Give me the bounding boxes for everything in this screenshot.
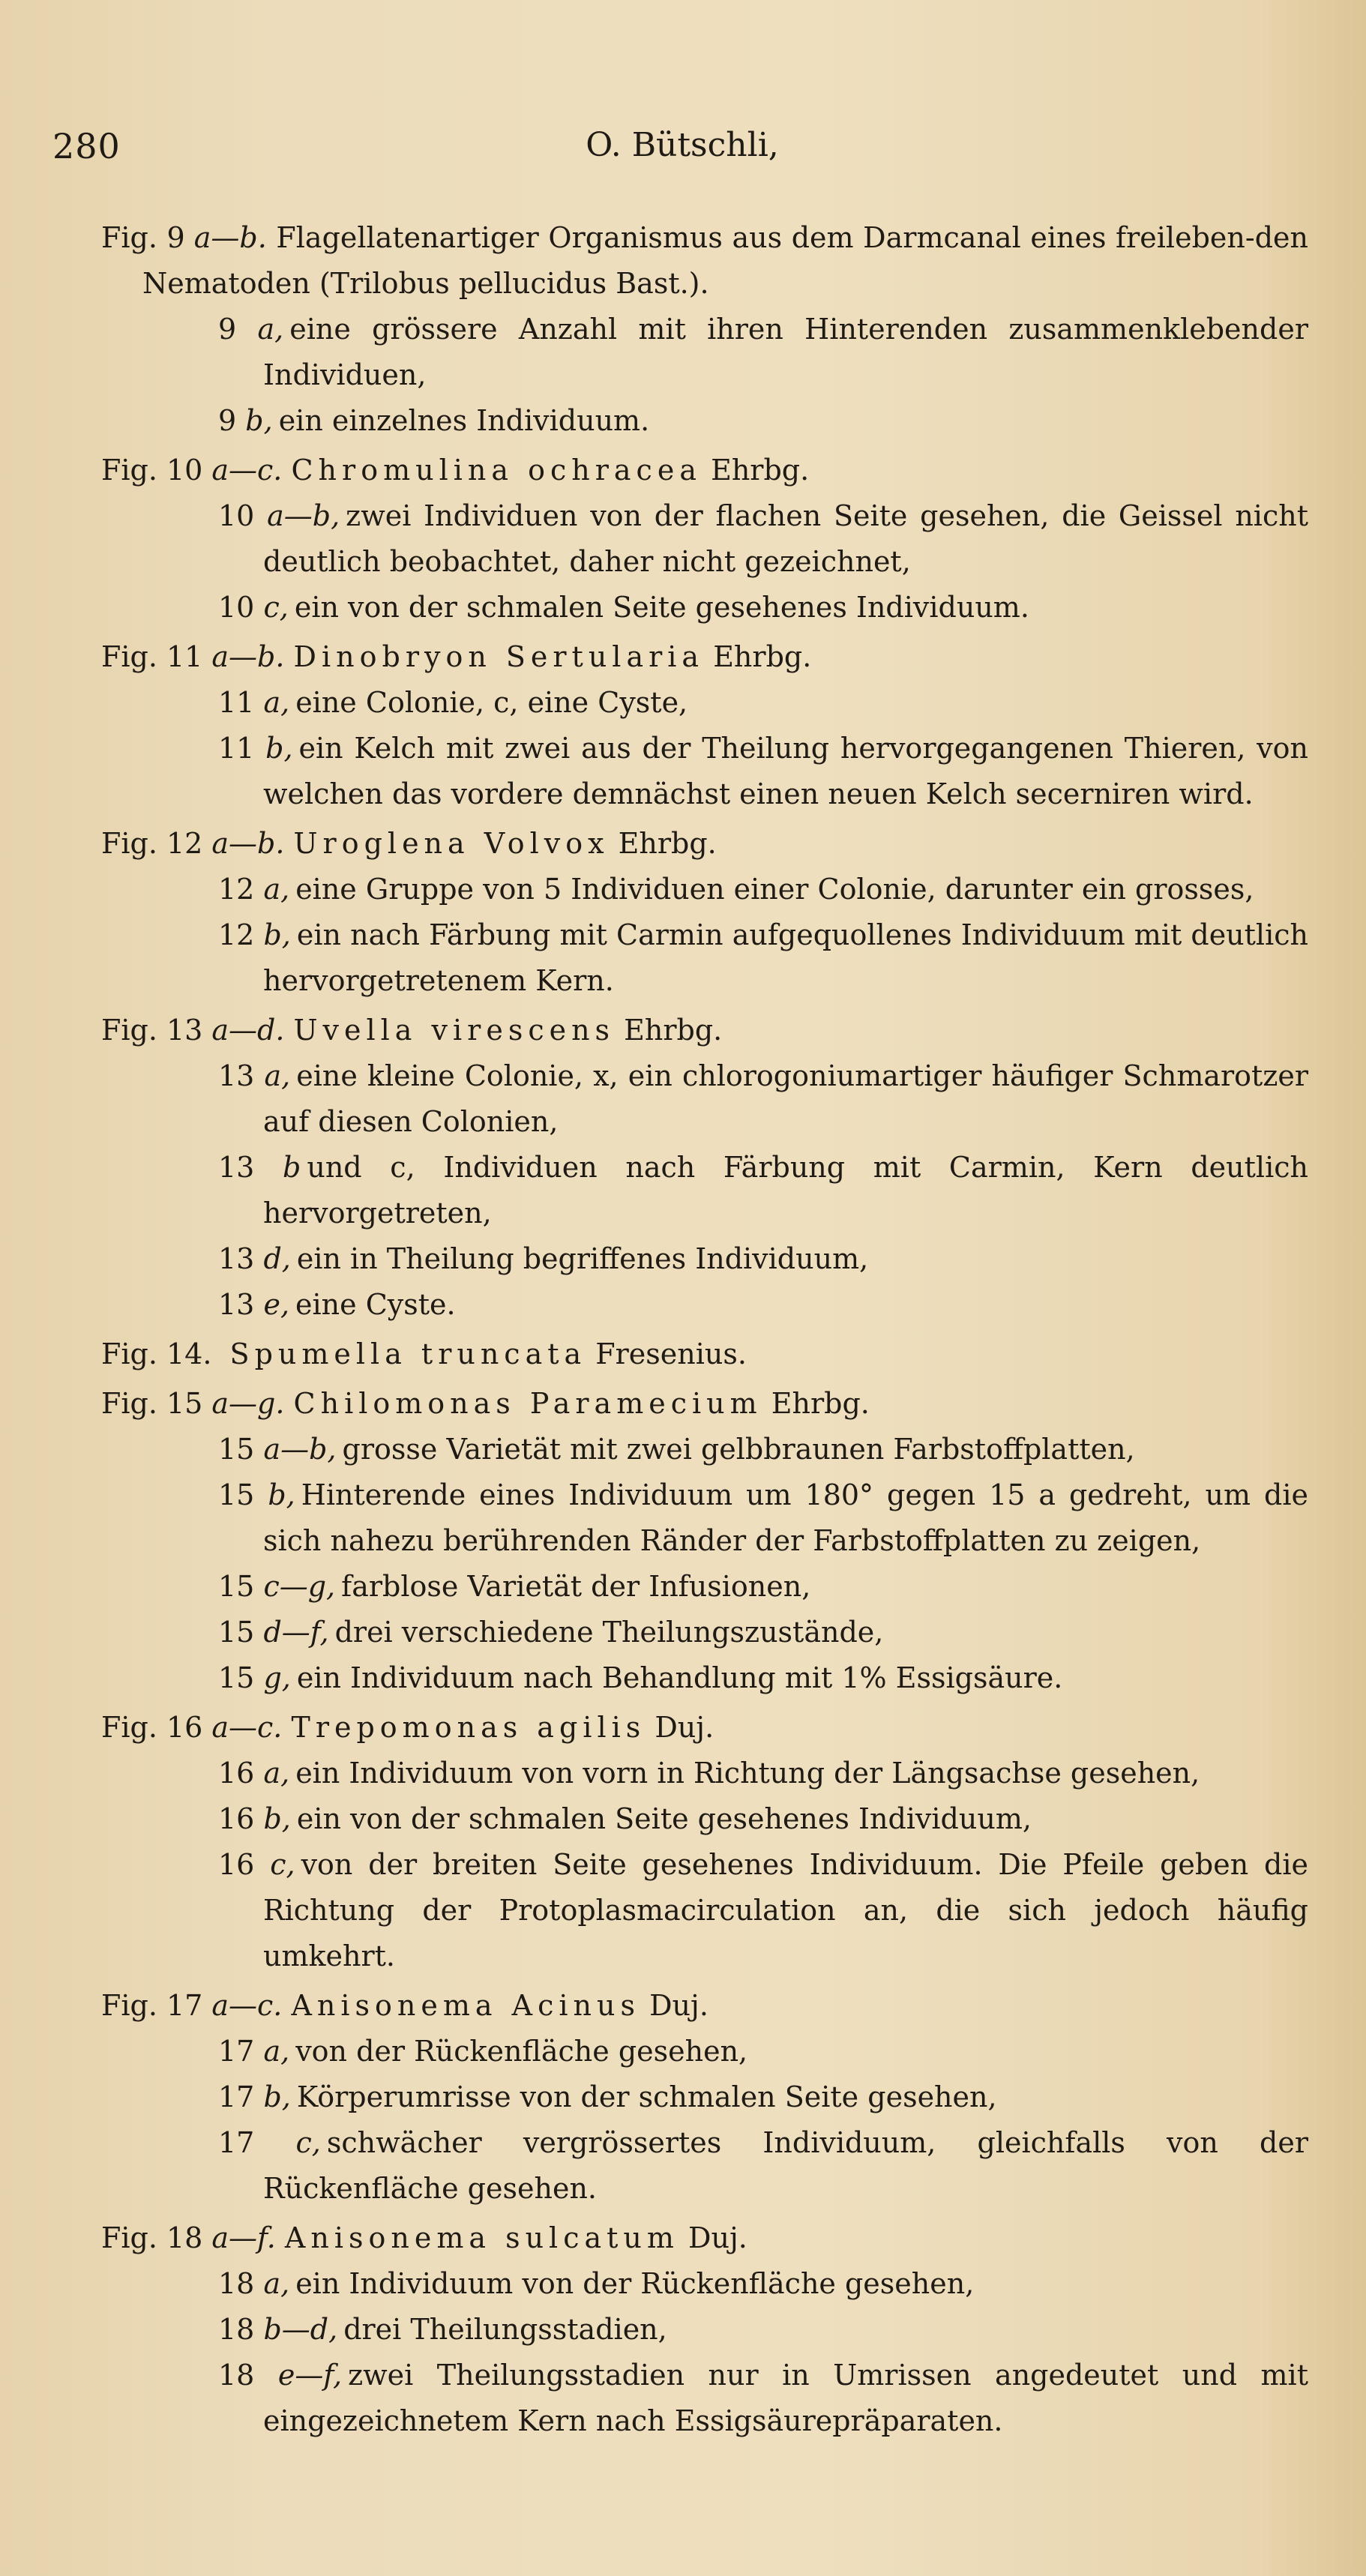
species-name: Dinobryon Sertularia: [293, 640, 705, 673]
subfigure-item: [218, 1427, 1308, 1472]
figure-heading: [101, 1983, 1308, 2029]
subfigure-text: ein von der schmalen Seite gesehenes Individuum.: [294, 591, 1029, 624]
figure-label: Fig. 16: [101, 1711, 203, 1744]
subfigure-letter: a,: [263, 686, 290, 719]
figure-heading: [101, 1705, 1308, 1751]
figure-description: Ehrbg.: [624, 1014, 723, 1047]
subfigure-text: eine Cyste.: [295, 1288, 456, 1321]
subfigure-text: ein von der schmalen Seite gesehenes Individuum,: [296, 1802, 1032, 1835]
figure-heading: [101, 1331, 1308, 1377]
figure-entry: [101, 634, 1308, 817]
figure-label: Fig. 18: [101, 2221, 203, 2254]
subfigure-number: 18: [218, 2313, 255, 2346]
subfigure-text: eine kleine Colonie, x, ein chlorogoniumartiger häufiger Schmarotzer auf diesen Colonien,: [263, 1059, 1308, 1138]
subfigure-number: 11: [218, 732, 255, 765]
figure-description: Flagellatenartiger Organismus aus dem Darmcanal eines freileben-den Nematoden (Trilobus pellucidus Bast.).: [142, 221, 1308, 300]
subfigure-item: [218, 726, 1308, 817]
figure-label: Fig. 11: [101, 640, 203, 673]
subfigure-number: 16: [218, 1802, 255, 1835]
figure-entry: [101, 1983, 1308, 2212]
subfigure-letter: a,: [263, 1757, 290, 1790]
subfigure-text: ein einzelnes Individuum.: [278, 404, 650, 437]
subfigure-number: 13: [218, 1288, 255, 1321]
subfigure-number: 9: [218, 313, 237, 346]
subfigure-letter: b,: [245, 404, 273, 437]
figure-entry: [101, 1008, 1308, 1328]
subfigure-text: eine grössere Anzahl mit ihren Hinterenden zusammenklebender Individuen,: [263, 313, 1308, 391]
subfigure-number: 15: [218, 1616, 255, 1649]
species-name: Spumella truncata: [229, 1337, 587, 1370]
subfigure-number: 10: [218, 499, 255, 532]
subfigure-item: [218, 1282, 1308, 1328]
figure-label: Fig. 9: [101, 221, 185, 254]
figure-heading: [101, 821, 1308, 867]
subfigure-item: [218, 585, 1308, 631]
subfigure-letter: c—g,: [263, 1570, 336, 1603]
subfigure-number: 12: [218, 918, 255, 951]
subfigure-text: ein Individuum nach Behandlung mit 1% Essigsäure.: [296, 1661, 1063, 1694]
subfigure-text: von der breiten Seite gesehenes Individuum. Die Pfeile geben die Richtung der Protoplasmacirculation an, die sich jedoch häufig umkehrt.: [263, 1848, 1308, 1972]
subfigure-number: 12: [218, 873, 255, 906]
subfigure-text: ein Individuum von vorn in Richtung der Längsachse gesehen,: [295, 1757, 1200, 1790]
subfigure-item: [218, 1236, 1308, 1282]
subfigure-item: [218, 2261, 1308, 2307]
subfigure-item: [218, 1610, 1308, 1655]
subfigure-letter: c,: [295, 2126, 321, 2159]
subfigure-letter: g,: [263, 1661, 291, 1694]
subfigure-text: eine Gruppe von 5 Individuen einer Colonie, darunter ein grosses,: [295, 873, 1254, 906]
figure-heading: [101, 2215, 1308, 2261]
subfigure-text: drei Theilungsstadien,: [343, 2313, 667, 2346]
subfigure-item: [218, 398, 1308, 444]
subfigure-text: eine Colonie, c, eine Cyste,: [295, 686, 688, 719]
subfigure-text: Körperumrisse von der schmalen Seite gesehen,: [296, 2080, 997, 2113]
subfigure-letter: a—b,: [263, 1433, 337, 1466]
subfigure-text: zwei Individuen von der flachen Seite gesehen, die Geissel nicht deutlich beobachtet, daher nicht gezeichnet,: [263, 499, 1308, 578]
subfigure-letter: b—d,: [263, 2313, 338, 2346]
figure-description: Fresenius.: [595, 1337, 747, 1370]
subfigure-text: Hinterende eines Individuum um 180° gegen 15 a gedreht, um die sich nahezu berührenden Ränder der Farbstoffplatten zu zeigen,: [263, 1478, 1308, 1557]
figure-range: a—g.: [211, 1387, 285, 1420]
species-name: Trepomonas agilis: [291, 1711, 646, 1744]
figure-label: Fig. 12: [101, 827, 203, 860]
figure-range: a—d.: [211, 1014, 285, 1047]
figure-entry: [101, 1381, 1308, 1701]
figure-label: Fig. 10: [101, 454, 203, 487]
figure-range: a—b.: [211, 640, 285, 673]
figure-range: a—f.: [211, 2221, 276, 2254]
subfigure-letter: b,: [263, 918, 291, 951]
subfigure-letter: a,: [263, 2035, 290, 2068]
subfigure-letter: b,: [263, 2080, 291, 2113]
subfigure-item: [218, 912, 1308, 1004]
subfigure-letter: b,: [265, 732, 293, 765]
subfigure-number: 18: [218, 2359, 255, 2392]
figure-heading: [101, 448, 1308, 493]
subfigure-item: [218, 2120, 1308, 2212]
subfigure-item: [218, 867, 1308, 912]
subfigure-item: [218, 1053, 1308, 1145]
subfigure-letter: d,: [263, 1242, 291, 1275]
figure-legend-list: [101, 211, 1308, 2444]
subfigure-item: [218, 1564, 1308, 1610]
figure-heading: [101, 1381, 1308, 1427]
species-name: Chilomonas Paramecium: [293, 1387, 762, 1420]
figure-entry: [101, 2215, 1308, 2444]
subfigure-item: [218, 1145, 1308, 1236]
subfigure-item: [218, 1472, 1308, 1564]
subfigure-number: 15: [218, 1661, 255, 1694]
species-name: Uroglena Volvox: [293, 827, 610, 860]
figure-description: Ehrbg.: [771, 1387, 870, 1420]
figure-description: Duj.: [655, 1711, 714, 1744]
figure-heading: [101, 1008, 1308, 1053]
subfigure-number: 17: [218, 2035, 255, 2068]
subfigure-letter: a—b,: [267, 499, 340, 532]
figure-entry: [101, 448, 1308, 631]
subfigure-letter: a,: [257, 313, 284, 346]
subfigure-text: grosse Varietät mit zwei gelbbraunen Farbstoffplatten,: [342, 1433, 1135, 1466]
subfigure-item: [218, 1842, 1308, 1979]
subfigure-item: [218, 2029, 1308, 2074]
figure-description: Ehrbg.: [711, 454, 810, 487]
figure-heading: [101, 215, 1308, 307]
subfigure-text: von der Rückenfläche gesehen,: [295, 2035, 748, 2068]
species-name: Anisonema sulcatum: [284, 2221, 679, 2254]
subfigure-number: 9: [218, 404, 237, 437]
subfigure-number: 13: [218, 1151, 255, 1184]
figure-heading: [101, 634, 1308, 680]
subfigure-text: ein in Theilung begriffenes Individuum,: [296, 1242, 869, 1275]
subfigure-number: 16: [218, 1848, 255, 1881]
page-header: [52, 126, 1312, 178]
figure-label: Fig. 17: [101, 1989, 203, 2022]
subfigure-number: 11: [218, 686, 255, 719]
subfigure-number: 13: [218, 1059, 255, 1092]
subfigure-number: 13: [218, 1242, 255, 1275]
subfigure-text: ein Individuum von der Rückenfläche gesehen,: [295, 2267, 975, 2300]
subfigure-number: 15: [218, 1478, 255, 1511]
figure-range: a—c.: [211, 454, 283, 487]
subfigure-letter: a,: [263, 2267, 290, 2300]
subfigure-letter: e,: [263, 1288, 290, 1321]
subfigure-item: [218, 1751, 1308, 1796]
figure-entry: [101, 1331, 1308, 1377]
figure-range: a—b.: [211, 827, 285, 860]
figure-entry: [101, 1705, 1308, 1979]
running-head: O. Bütschli,: [586, 126, 779, 164]
figure-range: a—c.: [211, 1989, 283, 2022]
subfigure-letter: a,: [264, 1059, 291, 1092]
subfigure-letter: c,: [263, 591, 289, 624]
subfigure-letter: c,: [270, 1848, 295, 1881]
subfigure-item: [218, 1796, 1308, 1842]
subfigure-text: ein Kelch mit zwei aus der Theilung hervorgegangenen Thieren, von welchen das vordere demnächst einen neuen Kelch secerniren wird.: [263, 732, 1308, 810]
figure-label: Fig. 15: [101, 1387, 203, 1420]
subfigure-text: drei verschiedene Theilungszustände,: [334, 1616, 884, 1649]
figure-description: Ehrbg.: [618, 827, 717, 860]
subfigure-item: [218, 2074, 1308, 2120]
subfigure-letter: e—f,: [277, 2359, 343, 2392]
figure-label: Fig. 14.: [101, 1337, 212, 1370]
subfigure-text: zwei Theilungsstadien nur in Umrissen angedeutet und mit eingezeichnetem Kern nach Essigsäurepräparaten.: [263, 2359, 1308, 2437]
subfigure-number: 15: [218, 1433, 255, 1466]
figure-entry: [101, 215, 1308, 444]
subfigure-item: [218, 307, 1308, 398]
figure-range: a—c.: [211, 1711, 283, 1744]
figure-description: Ehrbg.: [713, 640, 812, 673]
subfigure-letter: d—f,: [263, 1616, 329, 1649]
subfigure-text: farblose Varietät der Infusionen,: [341, 1570, 811, 1603]
subfigure-item: [218, 493, 1308, 585]
subfigure-number: 17: [218, 2080, 255, 2113]
subfigure-text: ein nach Färbung mit Carmin aufgequollenes Individuum mit deutlich hervorgetretenem Kern.: [263, 918, 1308, 997]
figure-description: Duj.: [649, 1989, 708, 2022]
species-name: Anisonema Acinus: [291, 1989, 640, 2022]
subfigure-number: 16: [218, 1757, 255, 1790]
subfigure-item: [218, 2353, 1308, 2444]
figure-entry: [101, 821, 1308, 1004]
species-name: Chromulina ochracea: [291, 454, 702, 487]
figure-label: Fig. 13: [101, 1014, 203, 1047]
subfigure-number: 18: [218, 2267, 255, 2300]
subfigure-text: und c, Individuen nach Färbung mit Carmin, Kern deutlich hervorgetreten,: [263, 1151, 1308, 1230]
subfigure-item: [218, 1655, 1308, 1701]
subfigure-letter: b: [283, 1151, 301, 1184]
subfigure-number: 15: [218, 1570, 255, 1603]
subfigure-letter: b,: [263, 1802, 291, 1835]
figure-description: Duj.: [688, 2221, 747, 2254]
subfigure-letter: a,: [263, 873, 290, 906]
subfigure-number: 17: [218, 2126, 255, 2159]
subfigure-item: [218, 2307, 1308, 2353]
figure-range: a—b.: [193, 221, 267, 254]
subfigure-text: schwächer vergrössertes Individuum, gleichfalls von der Rückenfläche gesehen.: [263, 2126, 1308, 2205]
page-number: 280: [52, 126, 121, 166]
subfigure-number: 10: [218, 591, 255, 624]
subfigure-letter: b,: [268, 1478, 295, 1511]
subfigure-item: [218, 680, 1308, 726]
species-name: Uvella virescens: [293, 1014, 616, 1047]
